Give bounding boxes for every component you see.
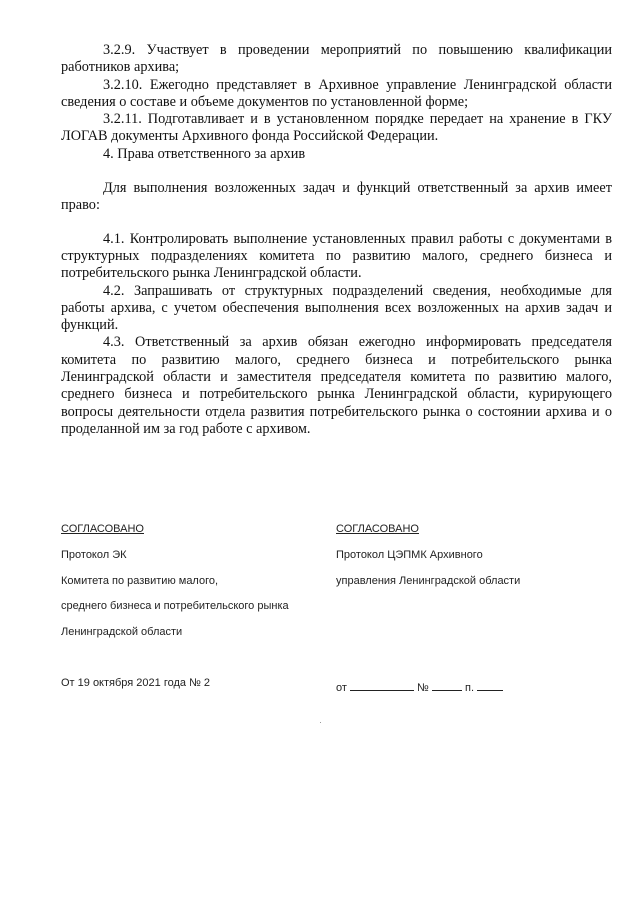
- section-4-heading: 4. Права ответственного за архив: [103, 145, 306, 162]
- left-approval-heading: СОГЛАСОВАНО: [61, 523, 144, 535]
- scan-speck: [320, 722, 321, 723]
- right-approval-heading: СОГЛАСОВАНО: [336, 523, 419, 535]
- right-protocol-line: Протокол ЦЭПМК Архивного: [336, 549, 483, 561]
- paragraph-3-2-11: 3.2.11. Подготавливает и в установленном порядке передает на хранение в ГКУ ЛОГАВ документы Архивного фонда Российской Федерации.: [61, 111, 612, 145]
- left-protocol-line: Протокол ЭК: [61, 549, 127, 561]
- number-sign: №: [417, 682, 429, 694]
- paragraph-4-1: 4.1. Контролировать выполнение установленных правил работы с документами в структурных подразделениях комитета по развитию малого, среднего бизнеса и потребительского рынка Ленинградской области.: [61, 230, 612, 282]
- paragraph-4-3: 4.3. Ответственный за архив обязан ежегодно информировать председателя комитета по развитию малого, среднего бизнеса и потребительского рынка Ленинградской области и заместителя председателя комитета по развитию малого, среднего бизнеса и потребительского рынка Ленинградской области, курирующего вопросы деятельности отдела развития потребительского рынка о состоянии архива и о проделанной им за год работе с архивом.: [61, 334, 612, 437]
- right-date-prefix: от: [336, 682, 347, 694]
- section-4-intro: Для выполнения возложенных задач и функций ответственный за архив имеет право:: [61, 180, 612, 214]
- paragraph-3-2-9: 3.2.9. Участвует в проведении мероприятий по повышению квалификации работников архива;: [61, 42, 612, 76]
- date-blank: [350, 680, 414, 691]
- number-blank: [432, 680, 462, 691]
- left-date-line: От 19 октября 2021 года № 2: [61, 677, 211, 689]
- item-label: п.: [464, 682, 474, 694]
- left-business-line: среднего бизнеса и потребительского рынка: [61, 600, 289, 612]
- left-region-line: Ленинградской области: [61, 626, 183, 638]
- paragraph-3-2-10: 3.2.10. Ежегодно представляет в Архивное управление Ленинградской области сведения о составе и объеме документов по установленной форме;: [61, 76, 612, 110]
- item-blank: [477, 680, 503, 691]
- paragraph-4-2: 4.2. Запрашивать от структурных подразделений сведения, необходимые для работы архива, с учетом обеспечения выполнения всех возложенных на архив задач и функций.: [61, 282, 612, 334]
- right-archive-line: управления Ленинградской области: [336, 575, 521, 587]
- right-date-line: [336, 680, 503, 695]
- left-committee-line: Комитета по развитию малого,: [61, 575, 219, 587]
- document-body: [61, 42, 612, 438]
